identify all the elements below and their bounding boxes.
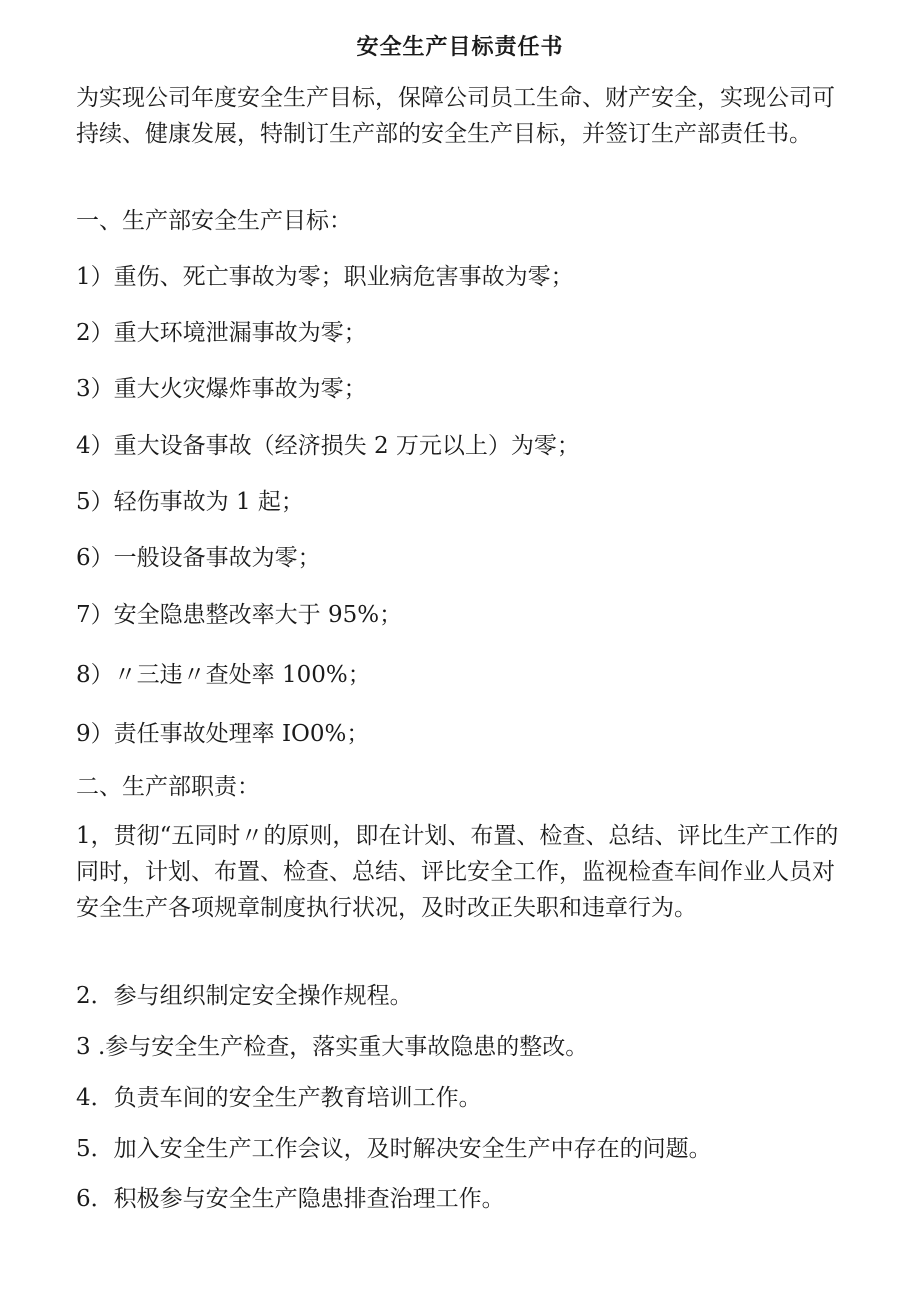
goal-item: 3）重大火灾爆炸事故为零； [76, 376, 367, 402]
goal-item: 9）责任事故处理率 IO0%； [76, 721, 370, 747]
duty-item: 1，贯彻“五同时〃的原则，即在计划、布置、检查、总结、评比生产工作的同时，计划、布置、检查、总结、评比安全工作，监视检查车间作业人员对安全生产各项规章制度执行状况，及时改正失职和违章行为。 [76, 823, 839, 921]
duty-item: 6．积极参与安全生产隐患排查治理工作。 [76, 1186, 505, 1212]
duty-item: 4．负责车间的安全生产教育培训工作。 [76, 1085, 482, 1111]
duty-item: 5．加入安全生产工作会议，及时解决安全生产中存在的问题。 [76, 1136, 712, 1162]
section-heading-duties: 二、生产部职责： [76, 774, 260, 800]
goal-item: 5）轻伤事故为 1 起； [76, 489, 304, 515]
duty-item: 3 .参与安全生产检查，落实重大事故隐患的整改。 [76, 1034, 589, 1060]
goal-item: 4）重大设备事故（经济损失 2 万元以上）为零； [76, 433, 580, 459]
goal-item: 8）〃三违〃查处率 100%； [76, 662, 371, 688]
section-heading-goals: 一、生产部安全生产目标： [76, 208, 352, 234]
goal-item: 2）重大环境泄漏事故为零； [76, 320, 367, 346]
goal-item: 1）重伤、死亡事故为零；职业病危害事故为零； [76, 264, 574, 290]
goal-item: 6）一般设备事故为零； [76, 545, 321, 571]
intro-paragraph: 为实现公司年度安全生产目标，保障公司员工生命、财产安全，实现公司可持续、健康发展，特制订生产部的安全生产目标，并签订生产部责任书。 [76, 85, 835, 147]
document-title: 安全生产目标责任书 [356, 34, 564, 60]
goal-item: 7）安全隐患整改率大于 95%； [76, 602, 403, 628]
duty-item: 2．参与组织制定安全操作规程。 [76, 983, 413, 1009]
